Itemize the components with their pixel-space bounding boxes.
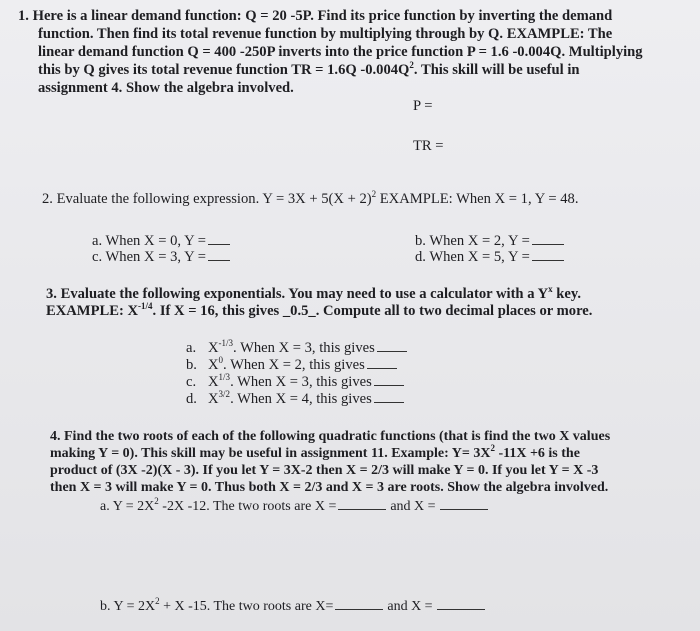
q2-intro — [42, 191, 579, 208]
q3-item-b-exp: 0 — [218, 355, 224, 365]
q2-intro-sup: 2 — [371, 189, 377, 199]
q2-item-c-blank[interactable] — [208, 248, 230, 261]
q1-line-4 — [38, 62, 580, 79]
q2-item-c-text: c. When X = 3, Y = — [92, 249, 206, 265]
q3-example-text: EXAMPLE: X — [46, 303, 139, 319]
q4-item-a-blank-1[interactable] — [338, 497, 386, 510]
q4-line-2-sup: 2 — [490, 443, 495, 453]
q3-intro-tail: key. — [552, 286, 582, 302]
q2-item-d — [415, 248, 564, 266]
q3-item-c-blank[interactable] — [374, 373, 404, 386]
q1-line-5: assignment 4. Show the algebra involved. — [38, 80, 294, 96]
q3-item-c-base: X — [208, 374, 219, 390]
q3-item-d — [186, 390, 404, 408]
q2-item-d-blank[interactable] — [532, 248, 564, 261]
q3-intro-sup: x — [548, 284, 553, 294]
q3-example — [46, 303, 592, 320]
q4-line-2-tail: -11X +6 is the — [494, 446, 580, 461]
q2-item-b-blank[interactable] — [532, 232, 564, 245]
q2-item-d-text: d. When X = 5, Y = — [415, 249, 530, 265]
q3-item-b-text: . When X = 2, this gives — [223, 357, 365, 373]
q3-item-d-exp: 3/2 — [218, 389, 231, 399]
q3-item-d-label: d. — [186, 391, 197, 407]
q4-item-a-post: -2X -12. The two roots are X = — [158, 499, 337, 514]
price-function-label: P = — [413, 98, 433, 114]
q4-line-4: then X = 3 will make Y = 0. Thus both X = 2/3 and X = 3 are roots. Show the algebra involved. — [50, 480, 609, 495]
q4-item-b-blank-1[interactable] — [335, 597, 383, 610]
q1-line-2: function. Then find its total revenue function by multiplying through by Q. EXAMPLE: The — [38, 26, 613, 42]
q2-item-c — [92, 248, 230, 266]
q3-item-c-text: . When X = 3, this gives — [230, 374, 372, 390]
q3-intro — [46, 286, 581, 303]
q2-item-a-blank[interactable] — [208, 232, 230, 245]
q1-line-4-text: this by Q gives its total revenue function TR = 1.6Q -0.004Q — [38, 62, 410, 78]
q3-item-a-base: X — [208, 340, 219, 356]
q3-item-d-text: . When X = 4, this gives — [230, 391, 372, 407]
q3-item-c-exp: 1/3 — [218, 372, 231, 382]
q4-item-b — [100, 597, 485, 615]
q3-item-d-blank[interactable] — [374, 390, 404, 403]
q1-line-1: 1. Here is a linear demand function: Q = 20 -5P. Find its price function by inverting the demand — [18, 8, 613, 24]
q2-intro-tail: EXAMPLE: When X = 1, Y = 48. — [376, 191, 579, 207]
q4-item-b-pre: b. Y = 2X — [100, 599, 156, 614]
q4-line-3: product of (3X -2)(X - 3). If you let Y = 3X-2 then X = 2/3 will make Y = 0. If you let Y = X -3 — [50, 463, 599, 478]
q4-item-b-post: + X -15. The two roots are X= — [159, 599, 334, 614]
q3-example-tail: . If X = 16, this gives _0.5_. Compute all to two decimal places or more. — [152, 303, 593, 319]
q4-item-b-and: and X = — [387, 599, 433, 614]
q3-intro-text: 3. Evaluate the following exponentials. You may need to use a calculator with a Y — [46, 286, 549, 302]
q1-line-3: linear demand function Q = 400 -250P inverts into the price function P = 1.6 -0.004Q. Multiplying — [38, 44, 643, 60]
q3-item-a-blank[interactable] — [377, 339, 407, 352]
q3-item-d-base: X — [208, 391, 219, 407]
q4-item-a-blank-2[interactable] — [440, 497, 488, 510]
q1-line-4-sup: 2 — [409, 60, 414, 70]
q3-item-c-label: c. — [186, 374, 197, 390]
q4-line-2 — [50, 445, 580, 462]
q2-item-b-text: b. When X = 2, Y = — [415, 233, 530, 249]
q3-item-b-blank[interactable] — [367, 356, 397, 369]
q3-item-a-text: . When X = 3, this gives — [233, 340, 375, 356]
q3-item-b-label: b. — [186, 357, 197, 373]
q3-item-b-base: X — [208, 357, 219, 373]
q2-intro-text: 2. Evaluate the following expression. Y = 3X + 5(X + 2) — [42, 191, 372, 207]
q1-line-4-tail: . This skill will be useful in — [413, 62, 580, 78]
q3-item-a-exp: -1/3 — [218, 338, 234, 348]
q4-line-1: 4. Find the two roots of each of the following quadratic functions (that is find the two X values — [50, 429, 611, 444]
q4-item-b-blank-2[interactable] — [437, 597, 485, 610]
q3-item-a-label: a. — [186, 340, 197, 356]
q4-item-a-and: and X = — [390, 499, 436, 514]
q4-item-a-pre: a. Y = 2X — [100, 499, 155, 514]
q4-item-a-sup: 2 — [154, 496, 159, 506]
q4-line-2-text: making Y = 0). This skill may be useful in assignment 11. Example: Y= 3X — [50, 446, 491, 461]
q2-item-a-text: a. When X = 0, Y = — [92, 233, 206, 249]
q3-example-sup: -1/4 — [138, 301, 153, 311]
q4-item-a — [100, 497, 488, 515]
q4-item-b-sup: 2 — [155, 596, 160, 606]
total-revenue-label: TR = — [413, 138, 444, 154]
